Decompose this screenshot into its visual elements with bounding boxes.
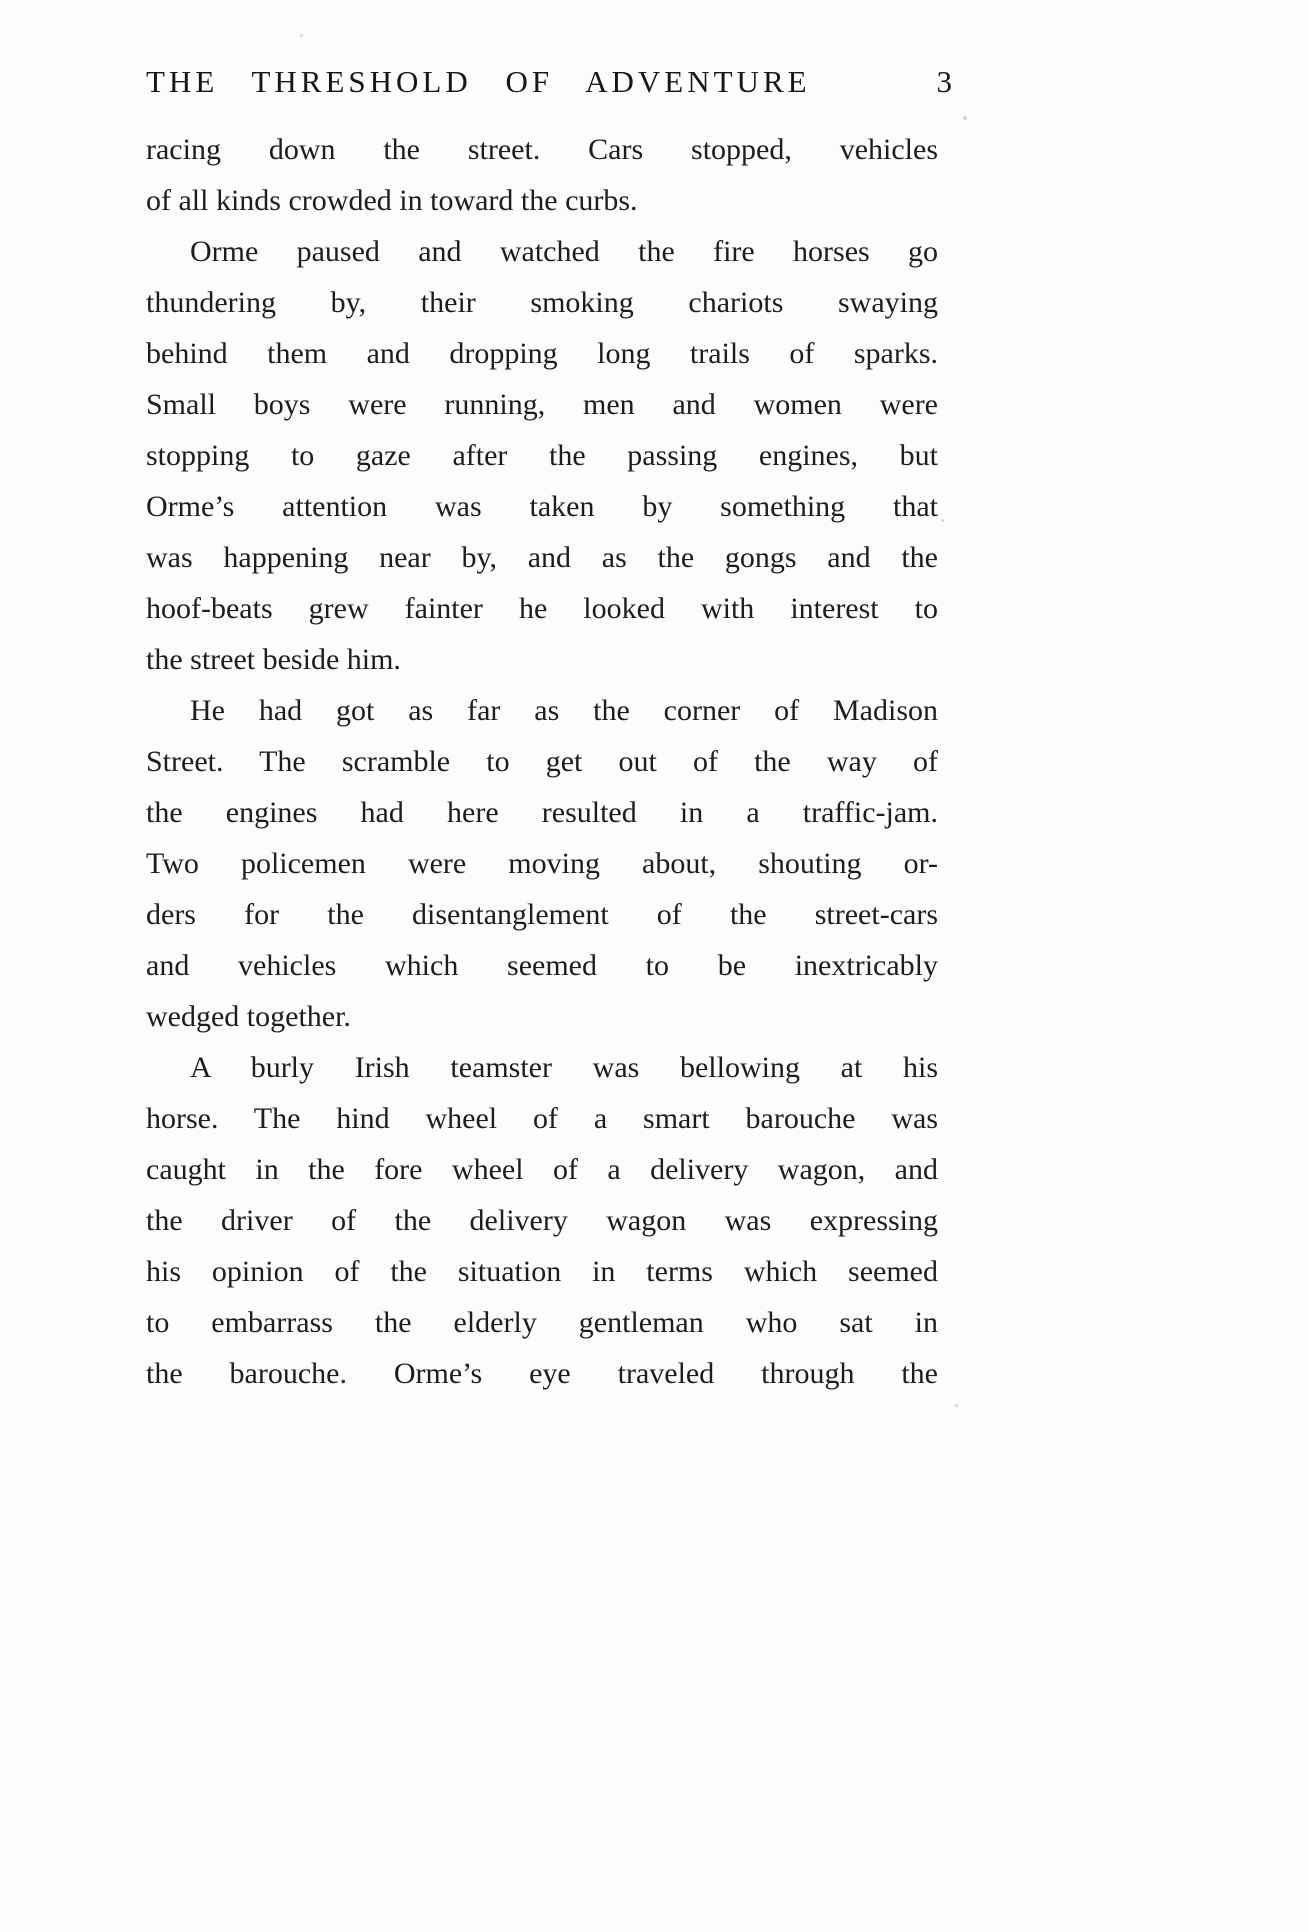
scan-speck bbox=[963, 116, 967, 120]
running-title: THE THRESHOLD OF ADVENTURE bbox=[146, 64, 811, 99]
text-line: stopping to gaze after the passing engines, but bbox=[146, 439, 938, 472]
scan-speck bbox=[955, 1404, 958, 1407]
text-line: behind them and dropping long trails of sparks. bbox=[146, 337, 938, 370]
scan-speck bbox=[300, 34, 303, 37]
text-line: of all kinds crowded in toward the curbs. bbox=[146, 184, 638, 217]
text-line: Two policemen were moving about, shouting or- bbox=[146, 847, 938, 880]
text-line: ders for the disentanglement of the street-cars bbox=[146, 898, 938, 931]
page-number: 3 bbox=[936, 64, 952, 99]
text-line: to embarrass the elderly gentleman who sat in bbox=[146, 1306, 938, 1339]
text-line: hoof-beats grew fainter he looked with interest to bbox=[146, 592, 938, 625]
paragraph bbox=[146, 1042, 938, 1399]
scan-speck bbox=[941, 519, 944, 522]
text-line: was happening near by, and as the gongs and the bbox=[146, 541, 938, 574]
text-block bbox=[146, 64, 952, 1399]
text-line: wedged together. bbox=[146, 1000, 351, 1033]
text-line: his opinion of the situation in terms which seemed bbox=[146, 1255, 938, 1288]
text-line: Small boys were running, men and women were bbox=[146, 388, 938, 421]
paragraph bbox=[146, 124, 938, 226]
text-line: Orme’s attention was taken by something that bbox=[146, 490, 938, 523]
page-header bbox=[146, 64, 952, 100]
text-line: the engines had here resulted in a traffic-jam. bbox=[146, 796, 938, 829]
paragraph bbox=[146, 226, 938, 685]
text-line: racing down the street. Cars stopped, vehicles bbox=[146, 133, 938, 166]
text-line: He had got as far as the corner of Madison bbox=[190, 694, 938, 727]
text-line: the driver of the delivery wagon was expressing bbox=[146, 1204, 938, 1237]
paragraph bbox=[146, 685, 938, 1042]
text-line: Street. The scramble to get out of the way of bbox=[146, 745, 938, 778]
text-line: thundering by, their smoking chariots swaying bbox=[146, 286, 938, 319]
text-line: Orme paused and watched the fire horses go bbox=[190, 235, 938, 268]
text-line: the barouche. Orme’s eye traveled through the bbox=[146, 1357, 938, 1390]
page-body bbox=[146, 124, 938, 1399]
text-line: caught in the fore wheel of a delivery wagon, and bbox=[146, 1153, 938, 1186]
text-line: and vehicles which seemed to be inextricably bbox=[146, 949, 938, 982]
text-line: A burly Irish teamster was bellowing at his bbox=[190, 1051, 938, 1084]
text-line: horse. The hind wheel of a smart barouche was bbox=[146, 1102, 938, 1135]
text-line: the street beside him. bbox=[146, 643, 401, 676]
